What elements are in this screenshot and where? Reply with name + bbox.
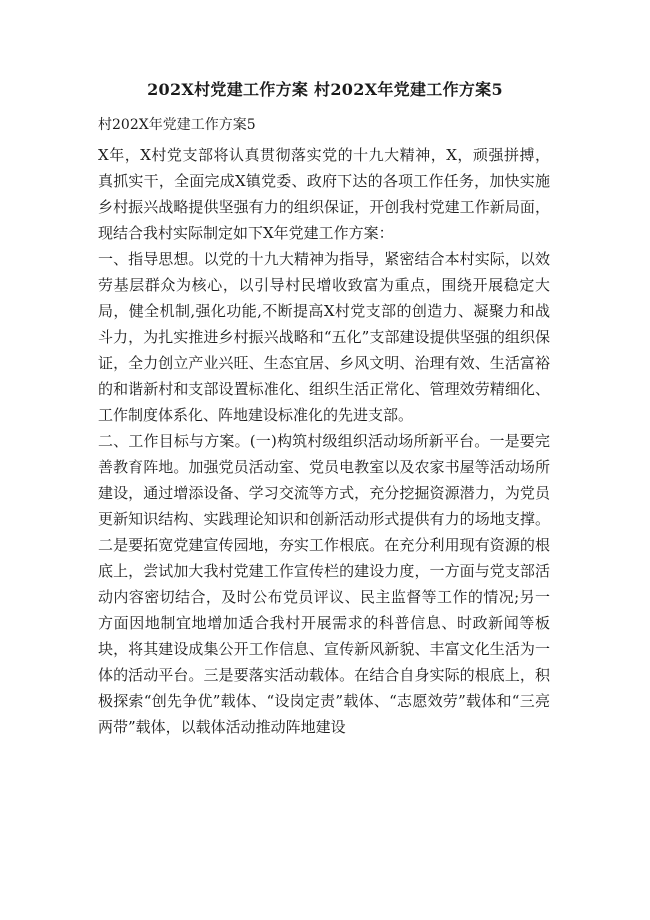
document-subtitle: 村202X年党建工作方案5 bbox=[98, 117, 256, 133]
paragraph-work-goals: 二、工作目标与方案。(一)构筑村级组织活动场所新平台。一是要完善教育阵地。加强党员活动室、党员电教室以及农家书屋等活动场所建设，通过增添设备、学习交流等方式，充分挖掘资源潜力，为党员更新知识结构、实践理论知识和创新活动形式提供有力的场地支撑。二是要拓宽党建宣传园地，夯实工作根底。在充分利用现有资源的根底上，尝试加大我村党建工作宣传栏的建设力度，一方面与党支部活动内容密切结合，及时公布党员评议、民主监督等工作的情况;另一方面因地制宜地增加适合我村开展需求的科普信息、时政新闻等板块，将其建设成集公开工作信息、宣传新风新貌、丰富文化生活为一体的活动平台。三是要落实活动载体。在结合自身实际的根底上，积极探索“创先争优”载体、“设岗定责”载体、“志愿效劳”载体和“三亮两带”载体，以载体活动推动阵地建设 bbox=[98, 432, 550, 736]
paragraph-intro: X年，X村党支部将认真贯彻落实党的十九大精神，X，顽强拼搏，真抓实干，全面完成X镇党委、政府下达的各项工作任务，加快实施乡村振兴战略提供坚强有力的组织保证，开创我村党建工作新局面，现结合我村实际制定如下X年党建工作方案： bbox=[98, 146, 550, 242]
document-title: 202X村党建工作方案 村202X年党建工作方案5 bbox=[147, 80, 503, 99]
document-body bbox=[98, 142, 550, 740]
paragraph-guiding-ideology: 一、指导思想。以党的十九大精神为指导，紧密结合本村实际，以效劳基层群众为核心，以引导村民增收致富为重点，围绕开展稳定大局，健全机制,强化功能,不断提高X村党支部的创造力、凝聚力和战斗力，为扎实推进乡村振兴战略和“五化”支部建设提供坚强的组织保证，全力创立产业兴旺、生态宜居、乡风文明、治理有效、生活富裕的和谐新村和支部设置标准化、组织生活正常化、管理效劳精细化、工作制度体系化、阵地建设标准化的先进支部。 bbox=[98, 250, 550, 424]
